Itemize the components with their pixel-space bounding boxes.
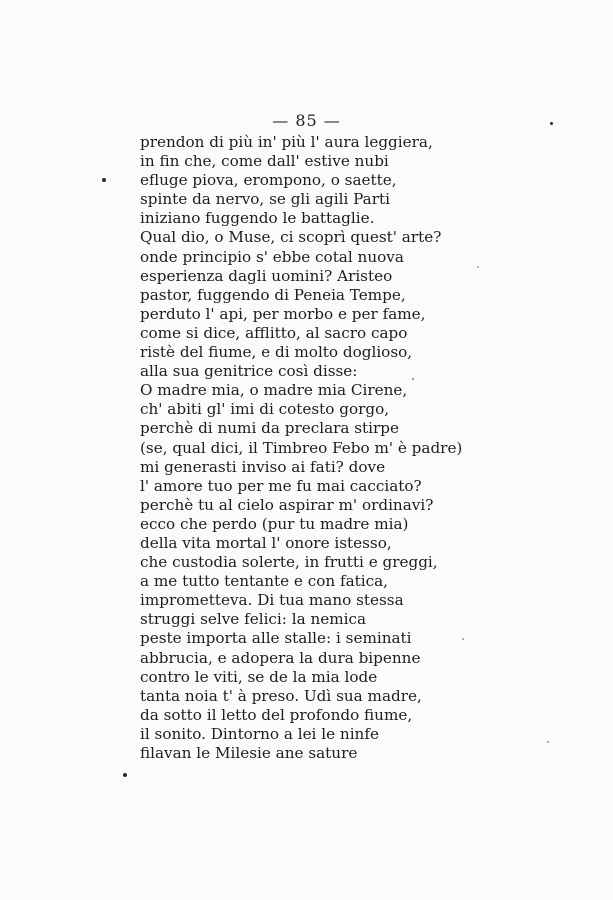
poem-line: filavan le Milesie ane sature [140, 744, 358, 762]
poem-line: ch' abiti gl' imi di cotesto gorgo, [140, 400, 390, 419]
poem-line: da sotto il letto del profondo fiume, [140, 705, 413, 724]
poem-line: contro le viti, se de la mia lode [140, 667, 378, 686]
poem-line: a me tutto tentante e con fatica, [140, 572, 388, 591]
poem-line: Qual dio, o Muse, ci scoprì quest' arte? [140, 228, 442, 247]
poem-line: che custodia solerte, in frutti e greggi, [140, 553, 438, 572]
poem-line: come si dice, afflitto, al sacro capo [140, 323, 408, 342]
ink-speck [102, 178, 106, 182]
poem-line: il sonito. Dintorno a lei le ninfe [140, 724, 379, 743]
ink-speck [412, 378, 414, 380]
poem-line: pastor, fuggendo di Peneia Tempe, [140, 285, 406, 304]
poem-line: perchè di numi da preclara stirpe [140, 419, 399, 438]
poem-line: onde principio s' ebbe cotal nuova [140, 247, 404, 266]
poem-line: tanta noia t' à preso. Udì sua madre, [140, 686, 422, 705]
poem-line: perchè tu al cielo aspirar m' ordinavi? [140, 495, 434, 514]
poem-line: ecco che perdo (pur tu madre mia) [140, 514, 409, 533]
poem-line: imprometteva. Di tua mano stessa [140, 591, 404, 610]
poem-line: abbrucia, e adopera la dura bipenne [140, 648, 421, 667]
poem-line: in fin che, come dall' estive nubi [140, 152, 389, 171]
poem-line: efluge piova, erompono, o saette, [140, 171, 397, 190]
poem-line: ristè del fiume, e di molto doglioso, [140, 343, 413, 362]
ink-speck [547, 741, 549, 743]
poem-line: spinte da nervo, se gli agili Parti [140, 190, 390, 209]
poem-line: iniziano fuggendo le battaglie. [140, 209, 375, 228]
poem-line: prendon di più in' più l' aura leggiera, [140, 133, 433, 151]
poem-text [140, 133, 463, 763]
poem-line: della vita mortal l' onore istesso, [140, 533, 392, 552]
poem-line: esperienza dagli uomini? Aristeo [140, 266, 393, 285]
poem-line: (se, qual dici, il Timbreo Febo m' è padre) [140, 438, 463, 457]
ink-speck [477, 266, 479, 268]
poem-line: peste importa alle stalle: i seminati [140, 629, 412, 648]
poem-line: O madre mia, o madre mia Cirene, [140, 381, 408, 400]
poem-line: l' amore tuo per me fu mai cacciato? [140, 476, 422, 495]
ink-speck [123, 773, 127, 777]
ink-speck [550, 122, 553, 125]
page-number: — 85 — [272, 111, 341, 130]
poem-line: mi generasti inviso ai fati? dove [140, 457, 386, 476]
poem-line: alla sua genitrice così disse: [140, 362, 358, 381]
poem-line: perduto l' api, per morbo e per fame, [140, 304, 426, 323]
ink-speck [462, 638, 464, 640]
poem-line: struggi selve felici: la nemica [140, 610, 367, 629]
